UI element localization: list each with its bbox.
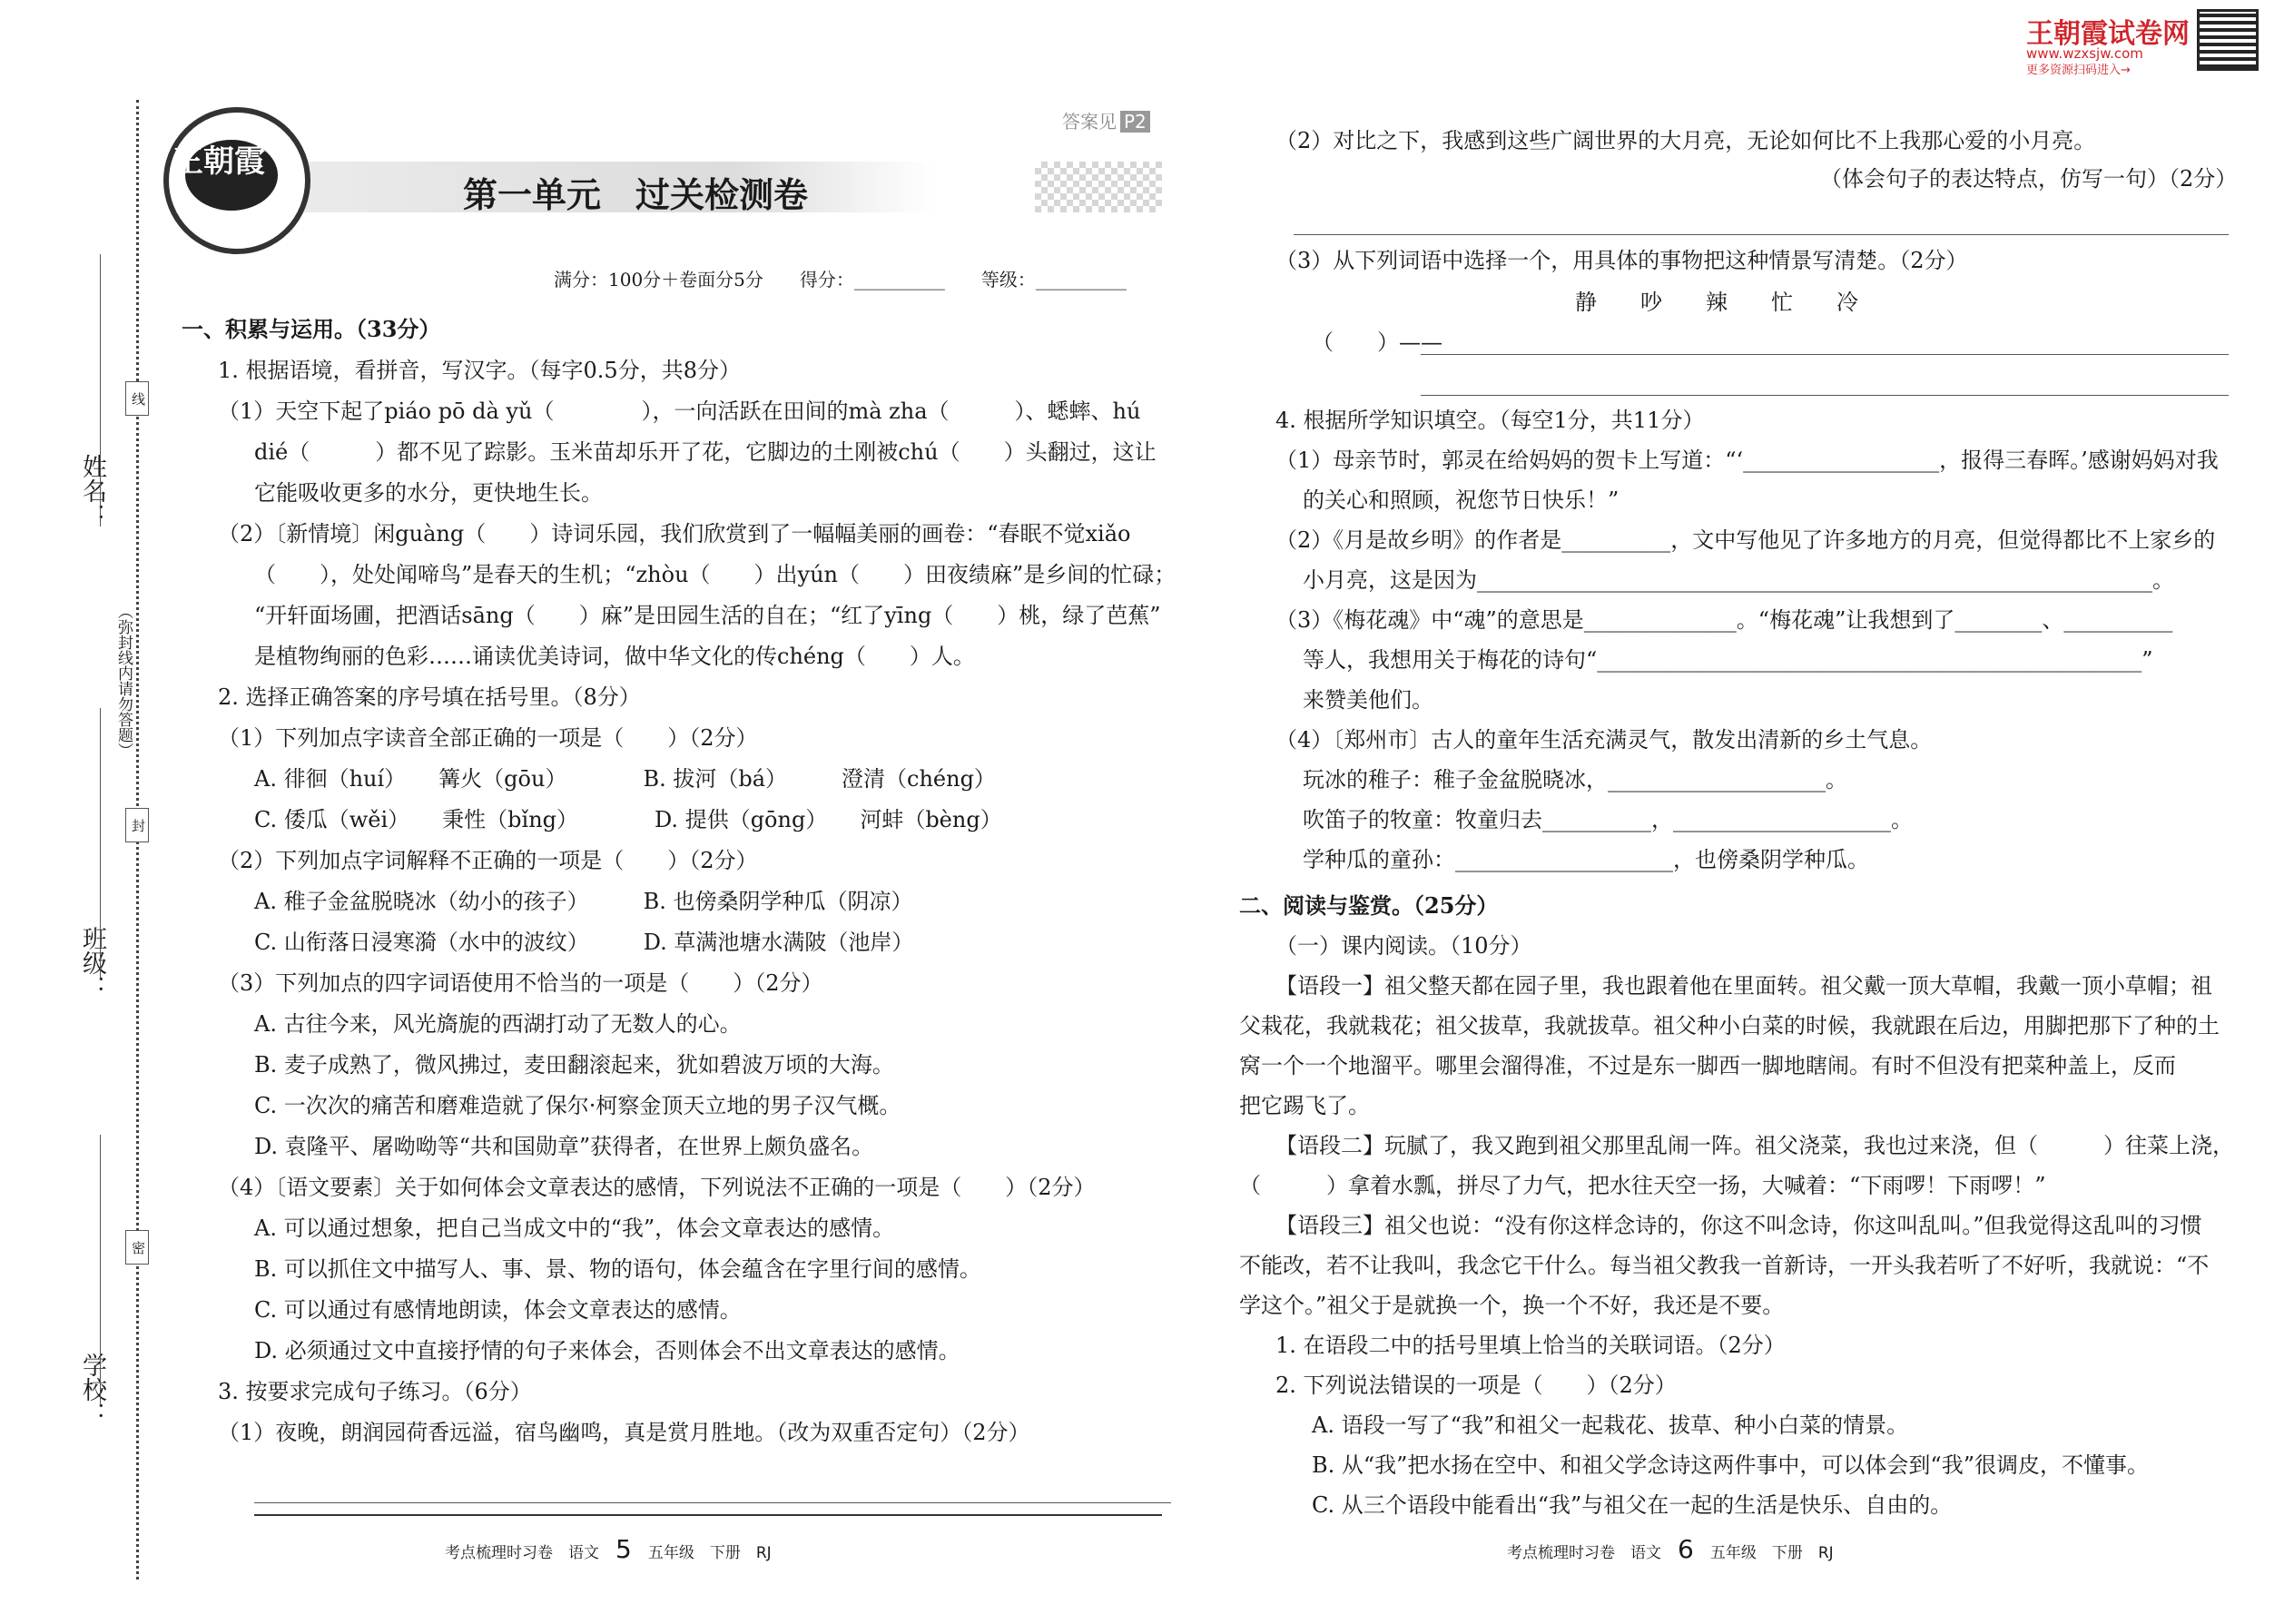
question-line: 它能吸收更多的水分，更快地生长。 [254, 480, 603, 506]
brand-tagline: 更多资源扫码进入→ [2026, 64, 2131, 77]
question-line: 的关心和照顾，祝您节日快乐！” [1303, 487, 1620, 513]
question-line: （1）母亲节时，郭灵在给妈妈的贺卡上写道：“‘__________________，报得三春晖。’感谢妈妈对我 [1275, 448, 2219, 473]
footer-right: 考点梳理时习卷 语文 6 五年级 下册 RJ [1507, 1534, 1834, 1564]
brand-url: www.wzxsjw.com [2026, 45, 2143, 62]
question-line: （体会句子的表达特点，仿写一句）（2分） [1820, 166, 2238, 192]
option-line: A. 可以通过想象，把自己当成文中的“我”，体会文章表达的感情。 [254, 1216, 895, 1241]
passage-line: 学这个。”祖父于是就换一个，换一个不好，我还是不要。 [1239, 1293, 1785, 1318]
option-line: B. 可以抓住文中描写人、事、景、物的语句，体会蕴含在字里行间的感情。 [254, 1256, 981, 1282]
question: 1. 根据语境，看拼音，写汉字。（每字0.5分，共8分） [218, 358, 741, 383]
question-line: （3）从下列词语中选择一个，用具体的事物把这种情景写清楚。（2分） [1275, 248, 1968, 273]
score-line: 满分：100分＋卷面分5分 得分：__________ 等级：__________ [554, 269, 1127, 290]
passage-line: 【语段一】祖父整天都在园子里，我也跟着他在里面转。祖父戴一顶大草帽，我戴一顶小草帽；祖 [1275, 973, 2212, 999]
seal-mark: 线 [125, 381, 149, 416]
option-line: C. 山衔落日浸寒漪（水中的波纹） D. 草满池塘水满陂（池岸） [254, 930, 914, 955]
passage-line: （ ）拿着水瓢，拼尽了力气，把水往天空一扬，大喊着：“下雨啰！下雨啰！” [1239, 1173, 2046, 1198]
question-line: 玩冰的稚子：稚子金盆脱晓冰，____________________。 [1303, 767, 1847, 792]
name-blank [100, 254, 101, 527]
left-page [172, 0, 1177, 1624]
page-number: 5 [615, 1534, 632, 1564]
option-line: C. 一次次的痛苦和磨难造就了保尔·柯察金顶天立地的男子汉气概。 [254, 1093, 901, 1118]
passage-line: 父栽花，我就栽花；祖父拔草，我就拔草。祖父种小白菜的时候，我就跟在后边，用脚把那下了种的土 [1239, 1013, 2220, 1038]
answer-line[interactable] [1294, 234, 2229, 235]
passage-line: 窝一个一个地溜平。哪里会溜得准，不过是东一脚西一脚地瞎闹。有时不但没有把菜种盖上，反而 [1239, 1053, 2176, 1078]
word-choices: 静 吵 辣 忙 冷 [1575, 290, 1858, 315]
school-blank [100, 1135, 101, 1407]
question-line: （3）《梅花魂》中“魂”的意思是______________。“梅花魂”让我想到了________、__________ [1275, 607, 2173, 633]
question: 4. 根据所学知识填空。（每空1分，共11分） [1275, 408, 1705, 433]
page-number: 6 [1678, 1534, 1694, 1564]
footer-rule [254, 1514, 1162, 1516]
answer-line[interactable] [1421, 395, 2229, 396]
page-title: 第一单元 过关检测卷 [463, 175, 809, 215]
question-line: 来赞美他们。 [1303, 687, 1433, 713]
logo-text: 王朝霞 [172, 143, 265, 180]
option-line: C. 从三个语段中能看出“我”与祖父在一起的生活是快乐、自由的。 [1312, 1492, 1953, 1518]
question-line: （2）下列加点字词解释不正确的一项是（ ）（2分） [218, 848, 758, 873]
answer-reference: 答案见 P2 [1062, 107, 1150, 133]
option-line: A. 徘徊（huí） 篝火（gōu） B. 拔河（bá） 澄清（chéng） [254, 766, 996, 792]
name-label: 姓名： [78, 454, 106, 527]
question-line: （4）〔语文要素〕关于如何体会文章表达的感情，下列说法不正确的一项是（ ）（2分） [218, 1175, 1096, 1200]
seal-mark: 封 [125, 808, 149, 842]
brand-name: 王朝霞试卷网 [2026, 18, 2190, 50]
section-heading: 一、积累与运用。（33分） [182, 316, 441, 342]
question-line: （1）夜晚，朗润园荷香远溢，宿鸟幽鸣，真是赏月胜地。（改为双重否定句）（2分） [218, 1420, 1030, 1445]
subsection-heading: （一）课内阅读。（10分） [1275, 933, 1532, 959]
question-line: （2）《月是故乡明》的作者是__________，文中写他见了许多地方的月亮，但觉得都比不上家乡的 [1275, 527, 2216, 553]
question: 1. 在语段二中的括号里填上恰当的关联词语。（2分） [1275, 1333, 1786, 1358]
question-line: dié（ ）都不见了踪影。玉米苗却乐开了花，它脚边的土刚被chú（ ）头翻过，这让 [254, 439, 1157, 465]
option-line: A. 稚子金盆脱晓冰（幼小的孩子） B. 也傍桑阴学种瓜（阴凉） [254, 889, 913, 914]
section-heading: 二、阅读与鉴赏。（25分） [1239, 892, 1499, 919]
question: 2. 下列说法错误的一项是（ ）（2分） [1275, 1373, 1677, 1398]
question: 2. 选择正确答案的序号填在括号里。（8分） [218, 684, 641, 710]
question-line: 小月亮，这是因为______________________________________________________________。 [1303, 567, 2174, 593]
option-line: A. 语段一写了“我”和祖父一起栽花、拔草、种小白菜的情景。 [1312, 1412, 1909, 1438]
question-line: （3）下列加点的四字词语使用不恰当的一项是（ ）（2分） [218, 970, 823, 996]
passage-line: 不能改，若不让我叫，我念它干什么。每当祖父教我一首新诗，一开头我若听了不好听，我就说：“不 [1239, 1253, 2210, 1278]
question-line: （1）下列加点字读音全部正确的一项是（ ）（2分） [218, 725, 758, 751]
answer-line[interactable] [254, 1502, 1171, 1503]
class-blank [100, 708, 101, 980]
option-line: D. 袁隆平、屠呦呦等“共和国勋章”获得者，在世界上颇负盛名。 [254, 1134, 874, 1159]
question-line: 是植物绚丽的色彩……诵读优美诗词，做中华文化的传chéng（ ）人。 [254, 644, 975, 669]
option-line: A. 古往今来，风光旖旎的西湖打动了无数人的心。 [254, 1011, 742, 1037]
question-line: “开轩面场圃，把酒话sāng（ ）麻”是田园生活的自在；“红了yīng（ ）桃，绿了芭蕉” [254, 603, 1161, 628]
question-line: 学种瓜的童孙：____________________，也傍桑阴学种瓜。 [1303, 847, 1869, 872]
option-line: C. 可以通过有感情地朗读，体会文章表达的感情。 [254, 1297, 742, 1323]
passage-line: 把它踢飞了。 [1239, 1093, 1370, 1118]
question-line: 吹笛子的牧童：牧童归去__________，____________________。 [1303, 807, 1913, 832]
question-line: （2）对比之下，我感到这些广阔世界的大月亮，无论如何比不上我那心爱的小月亮。 [1275, 128, 2096, 153]
seal-notice: （弥封线内请勿答题） [114, 604, 133, 758]
question-line: 等人，我想用关于梅花的诗句“__________________________________________________” [1303, 647, 2153, 673]
answer-line[interactable] [1421, 354, 2229, 355]
seal-mark: 密 [125, 1230, 149, 1265]
question: 3. 按要求完成句子练习。（6分） [218, 1379, 532, 1404]
answer-prefix: （ ）—— [1312, 330, 1442, 355]
question-line: （2）〔新情境〕闲guàng（ ）诗词乐园，我们欣赏到了一幅幅美丽的画卷：“春眠不觉xiǎo [218, 521, 1131, 546]
footer-left: 考点梳理时习卷 语文 5 五年级 下册 RJ [445, 1534, 772, 1564]
option-line: B. 从“我”把水扬在空中、和祖父学念诗这两件事中，可以体会到“我”很调皮，不懂事。 [1312, 1452, 2149, 1478]
question-line: （ ），处处闻啼鸟”是春天的生机；“zhòu（ ）出yún（ ）田夜绩麻”是乡间的忙碌； [254, 562, 1177, 587]
question-line: （4）〔郑州市〕古人的童年生活充满灵气，散发出清新的乡土气息。 [1275, 727, 1933, 753]
option-line: B. 麦子成熟了，微风拂过，麦田翻滚起来，犹如碧波万顷的大海。 [254, 1052, 894, 1078]
option-line: D. 必须通过文中直接抒情的句子来体会，否则体会不出文章表达的感情。 [254, 1338, 960, 1363]
option-line: C. 倭瓜（wěi） 秉性（bǐng） D. 提供（gōng） 河蚌（bèng） [254, 807, 1002, 832]
school-label: 学校： [78, 1353, 106, 1426]
question-line: （1）天空下起了piáo pō dà yǔ（ ），一向活跃在田间的mà zha（ ）、蟋蟀、hú [218, 399, 1141, 424]
right-page [1239, 0, 2238, 1624]
passage-line: 【语段三】祖父也说：“没有你这样念诗的，你这不叫念诗，你这叫乱叫。”但我觉得这乱叫的习惯 [1275, 1213, 2202, 1238]
class-label: 班级： [78, 926, 106, 999]
passage-line: 【语段二】玩腻了，我又跑到祖父那里乱闹一阵。祖父浇菜，我也过来浇，但（ ）往菜上浇， [1275, 1133, 2234, 1158]
